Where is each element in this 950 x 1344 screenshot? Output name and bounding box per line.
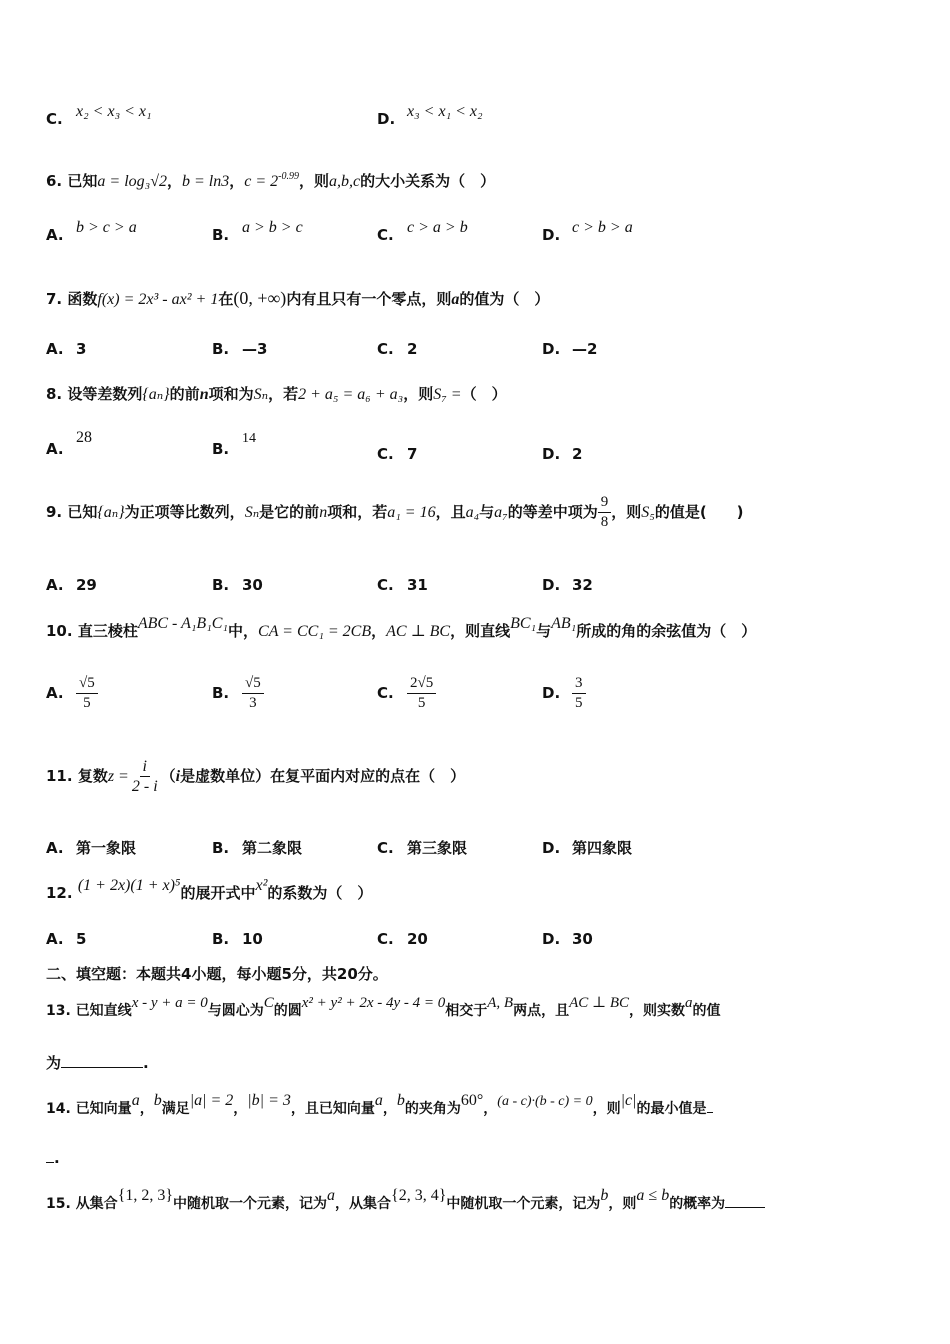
q8-math-n: n [199,386,209,403]
option-expr: b > c > a [76,219,137,236]
question-12 [46,877,373,903]
q8-text: 设等差数列 [67,385,143,403]
option-label: B. [212,576,230,594]
q11-option-c [377,837,467,858]
question-number: 9. [46,503,63,521]
option-expr: 20 [407,930,428,948]
q6-math-c-exponent: -0.99 [278,171,300,182]
q6-math-abc: a,b,c [329,173,361,190]
q9-option-c [377,576,428,594]
q7-option-c [377,340,417,358]
q14-math-b: b [396,1092,405,1109]
fraction-denominator: 5 [417,695,426,711]
option-label: A. [46,839,64,857]
q14-math-norm-c: |c| [620,1092,637,1109]
q9-text: 的等差中项为 [507,503,598,521]
q7-text: 内有且只有一个零点，则 [286,290,452,308]
q9-option-b [212,576,263,594]
fraction-denominator: 5 [575,695,583,711]
q10-math-perpendicular: AC ⊥ BC [386,623,451,640]
q15-text: ，从集合 [335,1196,392,1212]
q13-text: 的值 [692,1003,721,1019]
option-label: C. [377,930,394,948]
q9-text: ，则 [611,503,642,521]
fraction-numerator: i [140,758,150,777]
q14-math-a: a [374,1092,383,1109]
option-label: B. [212,930,230,948]
q8-math-sequence: {aₙ} [142,386,170,403]
option-label: D. [542,839,561,857]
q8-text: ，则 [403,385,434,403]
option-fraction [572,675,586,712]
q5-option-d [377,103,483,129]
q10-option-a [46,675,98,712]
option-expr: x₃ < x₁ < x₂ [407,103,483,120]
q10-text: 直三棱柱 [77,622,138,640]
q9-text: ，且 [435,503,466,521]
q12-option-b [212,930,263,948]
q14-text: 满足 [161,1101,190,1117]
q11-text: （ [160,767,176,785]
q10-text: 中， [228,622,259,640]
q9-math-a4: a₄ [465,504,480,521]
option-label: D. [542,445,561,463]
q14-math-a: a [131,1092,140,1109]
q10-math-ab1: AB₁ [551,615,577,632]
option-label: C. [377,445,394,463]
q11-option-d [542,837,632,858]
q14-text: ，则 [592,1101,621,1117]
option-expr: c > a > b [407,219,468,236]
option-label: A. [46,340,64,358]
option-expr: c > b > a [572,219,633,236]
option-label: A. [46,226,64,244]
option-expr: 30 [242,576,263,594]
q15-text: ，则 [608,1196,637,1212]
option-label: A. [46,440,64,458]
q11-fraction [129,758,161,795]
q13-text: 相交于 [445,1003,488,1019]
q8-text: （ ） [461,385,507,403]
q8-option-a [46,429,92,459]
q10-math-bc1: BC₁ [510,615,537,632]
q9-option-a [46,576,97,594]
option-fraction [407,675,436,712]
question-number: 6. [46,172,63,190]
q10-option-c [377,675,436,712]
option-label: B. [212,839,230,857]
answer-blank-continued[interactable] [46,1148,54,1163]
q7-option-d [542,340,597,358]
option-label: B. [212,340,230,358]
q14-text: 的夹角为 [404,1101,461,1117]
q13-text: 两点，且 [513,1003,570,1019]
option-label: A. [46,576,64,594]
q11-text: 是虚数单位）在复平面内对应的点在（ ） [180,767,466,785]
q14-text: ，且已知向量 [290,1101,375,1117]
q15-math-a: a [327,1187,336,1204]
q9-text: 为正项等比数列， [124,503,245,521]
q14-text: 已知向量 [75,1101,132,1117]
q12-option-c [377,930,428,948]
q9-math-sn: Sₙ [244,504,260,521]
q13-text: ，则实数 [629,1003,686,1019]
fraction-denominator: 5 [83,695,91,711]
option-label: C. [377,839,394,857]
option-label: C. [377,684,394,702]
q13-text: 为 [46,1054,62,1072]
fraction-numerator: 9 [598,494,612,513]
q9-text: 与 [479,503,495,521]
q13-text: 的圆 [273,1003,302,1019]
q6-text: 已知 [67,172,98,190]
q7-math-a: a [451,291,460,308]
q13-math-c: C [263,995,274,1011]
q15-math-set-b: {2, 3, 4} [391,1187,447,1204]
q9-text: 的值是( ) [654,503,744,521]
question-13-line-2 [46,1052,149,1073]
option-expr: 30 [572,930,593,948]
answer-blank[interactable] [707,1098,713,1113]
q12-math-expansion: (1 + 2x)(1 + x)⁵ [77,877,181,894]
option-label: D. [542,340,561,358]
option-label: B. [212,684,230,702]
option-label: A. [46,684,64,702]
option-label: B. [212,440,230,458]
q13-text: 已知直线 [75,1003,132,1019]
q8-option-c [377,445,417,463]
q10-text: ，则直线 [450,622,511,640]
q10-math-lengths: CA = CC₁ = 2CB [258,623,372,640]
q14-text: ， [382,1101,397,1117]
q13-math-perpendicular: AC ⊥ BC [569,995,630,1011]
q13-text: 与圆心为 [207,1003,264,1019]
option-label: C. [377,226,394,244]
option-expr: 第三象限 [407,839,468,857]
question-number: 13. [46,1003,71,1019]
q10-option-b [212,675,264,712]
option-expr: 第二象限 [242,839,303,857]
fraction-numerator: 3 [572,675,586,694]
question-number: 7. [46,290,63,308]
q6-text: ，则 [299,172,330,190]
question-8 [46,383,507,404]
option-expr: 14 [242,431,256,446]
option-expr: 32 [572,576,593,594]
option-expr: 7 [407,445,418,463]
option-label: D. [542,930,561,948]
q9-math-a7: a₇ [494,504,508,521]
q6-option-c [377,219,468,245]
fraction-denominator: 3 [249,695,257,711]
q9-fraction [598,494,612,531]
option-expr: 2 [572,445,583,463]
q6-math-b: b = ln3 [182,173,230,190]
q9-math-s5: S₅ [641,504,655,521]
option-expr: —2 [572,340,598,358]
q7-math-interval: (0, +∞) [233,288,287,308]
option-label: C. [377,340,394,358]
q8-option-b [212,431,256,459]
q7-text: 的值为（ ） [459,290,550,308]
q9-math-n: n [319,504,328,521]
q9-text: 项和，若 [327,503,388,521]
option-label: A. [46,930,64,948]
question-14 [46,1092,713,1118]
option-expr: 10 [242,930,263,948]
question-number: 8. [46,385,63,403]
q6-option-d [542,219,633,245]
option-expr: 第四象限 [572,839,633,857]
q12-text: 的展开式中 [180,884,256,902]
q7-text: 在 [218,290,234,308]
q9-text: 是它的前 [259,503,320,521]
question-11 [46,758,465,795]
q15-text: 中随机取一个元素，记为 [173,1196,328,1212]
q7-math-function: f(x) = 2x³ - ax² + 1 [97,291,219,308]
q12-math-x2: x² [255,877,268,894]
option-label: D. [542,576,561,594]
q9-math-a1: a₁ = 16 [387,504,436,521]
q7-option-a [46,340,86,358]
q7-option-b [212,340,267,358]
q8-text: ，若 [268,385,299,403]
q9-math-sequence: {aₙ} [97,504,125,521]
q14-text: . [54,1149,60,1167]
q8-math-s7: S₇ = [433,386,462,403]
option-label: D. [377,110,396,128]
q9-option-d [542,576,593,594]
q12-text: 的系数为（ ） [267,884,373,902]
q9-text: 已知 [67,503,98,521]
option-expr: x₂ < x₃ < x₁ [76,103,152,120]
q11-option-b [212,837,302,858]
answer-blank[interactable] [61,1053,143,1068]
option-fraction [76,675,98,712]
q10-text: 所成的角的余弦值为（ ） [576,622,757,640]
option-fraction [242,675,264,712]
option-expr: 2 [407,340,418,358]
q8-text: 的前 [169,385,200,403]
q6-text: ， [166,172,182,190]
q6-math-a: a = log₃√2 [97,173,167,190]
option-expr: 3 [76,340,87,358]
q13-math-line: x - y + a = 0 [131,995,208,1011]
question-number: 10. [46,622,73,640]
q13-math-ab: A, B [487,995,514,1011]
question-15 [46,1187,765,1213]
fraction-denominator: 8 [600,514,609,530]
q11-option-a [46,837,136,858]
option-expr: 31 [407,576,428,594]
option-label: C. [377,576,394,594]
q10-option-d [542,675,586,712]
q8-math-condition: 2 + a₅ = a₆ + a₃ [298,386,404,403]
q8-math-sn: Sₙ [253,386,269,403]
q10-text: ， [371,622,387,640]
q15-math-inequality: a ≤ b [636,1187,670,1204]
fraction-denominator: 2 - i [131,778,158,795]
option-expr: 5 [76,930,87,948]
q11-text: 复数 [77,767,108,785]
q8-option-d [542,445,582,463]
question-10 [46,615,757,641]
question-13 [46,995,721,1020]
option-expr: —3 [242,340,268,358]
question-14-line-2 [46,1148,60,1167]
option-expr: 29 [76,576,97,594]
q14-math-dot-product: (a - c)·(b - c) = 0 [497,1094,593,1109]
q13-text: . [143,1054,149,1072]
q14-math-b: b [153,1092,162,1109]
option-label: D. [542,684,561,702]
section-heading: 二、填空题：本题共4小题，每小题5分，共20分。 [46,965,388,983]
q14-text: ， [483,1101,498,1117]
q6-option-b [212,219,303,245]
q6-math-c: c = 2 [244,173,279,190]
question-number: 15. [46,1196,71,1212]
q8-text: 项和为 [208,385,254,403]
q15-text: 从集合 [75,1196,118,1212]
question-number: 12. [46,884,73,902]
q15-math-b: b [600,1187,609,1204]
q15-text: 中随机取一个元素，记为 [446,1196,601,1212]
q14-text: 的最小值是 [636,1101,707,1117]
q14-math-norm-b: |b| = 3 [247,1092,291,1109]
q6-option-a [46,219,137,245]
q10-math-prism: ABC - A₁B₁C₁ [137,615,228,632]
option-label: B. [212,226,230,244]
q14-math-angle: 60° [460,1092,484,1109]
question-number: 11. [46,767,73,785]
q13-math-a: a [685,995,693,1011]
q14-text: ， [233,1101,248,1117]
answer-blank[interactable] [725,1193,765,1208]
question-7 [46,288,549,309]
q11-math-z: z = [107,768,129,785]
q11-math-i: i [175,768,181,785]
q7-text: 函数 [67,290,98,308]
option-expr: a > b > c [242,219,303,236]
option-expr: 第一象限 [76,839,137,857]
fraction-numerator: 2√5 [407,675,436,694]
option-label: D. [542,226,561,244]
q13-math-circle: x² + y² + 2x - 4y - 4 = 0 [301,995,446,1011]
q15-text: 的概率为 [669,1196,726,1212]
q12-option-d [542,930,593,948]
option-label: C. [46,110,63,128]
question-9 [46,494,744,531]
q12-option-a [46,930,86,948]
q5-option-c [46,103,152,129]
fraction-numerator: √5 [242,675,264,694]
fraction-numerator: √5 [76,675,98,694]
q15-math-set-a: {1, 2, 3} [117,1187,174,1204]
q6-text: ， [229,172,245,190]
question-number: 14. [46,1101,71,1117]
q6-text: 的大小关系为（ ） [360,172,496,190]
q14-text: ， [139,1101,154,1117]
question-6 [46,170,495,191]
q10-text: 与 [536,622,552,640]
option-expr: 28 [76,429,92,446]
q14-math-norm-a: |a| = 2 [189,1092,234,1109]
